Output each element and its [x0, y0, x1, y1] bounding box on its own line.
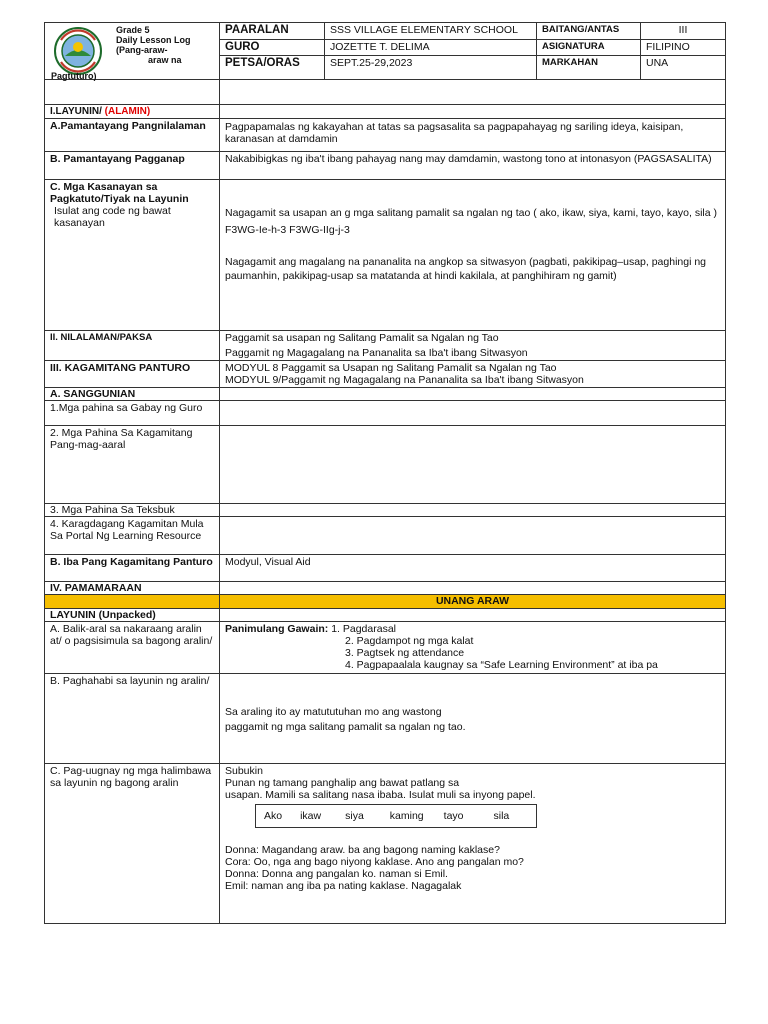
balik-aral-value-cell — [220, 622, 726, 674]
guro-label: GURO — [220, 40, 325, 56]
kasanayan-code: F3WG-Ie-h-3 F3WG-IIg-j-3 — [225, 224, 350, 236]
kasanayan-label-cell — [45, 180, 220, 331]
lesson-log-document — [44, 22, 725, 924]
kagamitan-label: III. KAGAMITANG PANTURO — [45, 361, 220, 388]
word-bank-item: siya — [345, 810, 364, 822]
pamamaraan-value — [220, 582, 726, 595]
subukin-title: Subukin — [225, 765, 263, 777]
pamamaraan-label: IV. PAMAMARAAN — [45, 582, 220, 595]
layunin-label-text: I.LAYUNIN/ — [50, 106, 105, 117]
nilalaman-label: II. NILALAMAN/PAKSA — [45, 331, 220, 361]
baitang-label: BAITANG/ANTAS — [537, 23, 641, 40]
lesson-log-table — [44, 22, 726, 924]
pag-uugnay-value-cell — [220, 764, 726, 924]
kasanayan-sub: Isulat ang code ng bawat kasanayan — [54, 205, 171, 229]
kasanayan-value1: Nagagamit sa usapan an g mga salitang pamalit sa ngalan ng tao ( ako, ikaw, siya, kami, tayo, kayo, sila ) — [225, 207, 718, 219]
iba-pang-label: B. Iba Pang Kagamitang Panturo — [45, 555, 220, 582]
petsa-label: PETSA/ORAS — [220, 56, 325, 80]
karagdagang-value — [220, 517, 726, 555]
layunin-unpacked-value — [220, 609, 726, 622]
iba-pang-value: Modyul, Visual Aid — [220, 555, 726, 582]
dll-title-line1: Daily Lesson Log — [116, 35, 191, 45]
pag-uugnay-label: C. Pag-uugnay ng mga halimbawa sa layunin ng bagong aralin — [45, 764, 220, 924]
pamantayang-pangnilalaman-label: A.Pamantayang Pangnilalaman — [45, 119, 220, 152]
dll-title-line2: (Pang-araw- — [116, 45, 168, 55]
nilalaman-value1: Paggamit sa usapan ng Salitang Pamalit sa Ngalan ng Tao — [225, 332, 499, 344]
blank-label-cell — [45, 80, 220, 105]
gabay-label: 1.Mga pahina sa Gabay ng Guro — [45, 401, 220, 426]
pamantayang-pagganap-label: B. Pamantayang Pagganap — [45, 152, 220, 180]
blank-value-cell — [220, 80, 726, 105]
layunin-value — [220, 105, 726, 119]
word-bank-item: tayo — [443, 810, 464, 822]
subukin-instruction-1: Punan ng tamang panghalip ang bawat patlang sa — [225, 777, 460, 789]
petsa-value: SEPT.25-29,2023 — [325, 56, 537, 80]
gabay-value — [220, 401, 726, 426]
nilalaman-value2: Paggamit ng Magagalang na Pananalita sa Iba't ibang Sitwasyon — [225, 347, 528, 359]
pamantayang-pagganap-value: Nakabibigkas ng iba't ibang pahayag nang may damdamin, wastong tono at intonasyon (PAGSASALITA) — [220, 152, 726, 180]
kagamitang-pang-mag-aaral-value — [220, 426, 726, 504]
baitang-value: III — [641, 23, 726, 40]
alamin-text: (ALAMIN) — [104, 106, 151, 117]
kasanayan-value2: Nagagamit ang magalang na pananalita na angkop sa sitwasyon (pagbati, pakikipag–usap, paghingi ng paumanhin, pakikipag-usap sa matatanda at hindi kakilala, at panghihiram ng gamit) — [225, 256, 707, 282]
panimula-item-4: 4. Pagpapaalala kaugnay sa “Safe Learning Environment” at iba pa — [345, 659, 658, 671]
sanggunian-value — [220, 388, 726, 401]
unang-araw-header: UNANG ARAW — [220, 595, 726, 609]
dialogue-line: Donna: Donna ang pangalan ko. naman si Emil. — [225, 868, 448, 880]
paaralan-label: PAARALAN — [220, 23, 325, 40]
guro-value: JOZETTE T. DELIMA — [325, 40, 537, 56]
markahan-value: UNA — [641, 56, 726, 80]
markahan-label: MARKAHAN — [537, 56, 641, 80]
dll-title-line4: Pagtuturo) — [51, 71, 97, 81]
asignatura-value: FILIPINO — [641, 40, 726, 56]
teksbuk-label: 3. Mga Pahina Sa Teksbuk — [45, 504, 220, 517]
dialogue-line: Cora: Oo, nga ang bago niyong kaklase. Ano ang pangalan mo? — [225, 856, 524, 868]
teksbuk-value — [220, 504, 726, 517]
header-logo-cell — [45, 23, 220, 80]
kagamitan-value2: MODYUL 9/Paggamit ng Magagalang na Pananalita sa Iba't ibang Sitwasyon — [225, 374, 584, 386]
word-bank-item: sila — [493, 810, 510, 822]
unang-araw-left — [45, 595, 220, 609]
dll-title-line3: araw na — [148, 55, 182, 65]
asignatura-label: ASIGNATURA — [537, 40, 641, 56]
layunin-label — [45, 105, 220, 119]
layunin-unpacked-label: LAYUNIN (Unpacked) — [45, 609, 220, 622]
karagdagang-label: 4. Karagdagang Kagamitan Mula Sa Portal Ng Learning Resource — [45, 517, 220, 555]
word-bank-item: ikaw — [300, 810, 322, 822]
nilalaman-value-cell — [220, 331, 726, 361]
panimula-item-1: 1. Pagdarasal — [328, 623, 396, 635]
sanggunian-label: A. SANGGUNIAN — [45, 388, 220, 401]
pamantayang-pangnilalaman-value: Pagpapamalas ng kakayahan at tatas sa pagsasalita sa pagpapahayag ng sariling ideya, kaisipan, karanasan at damdamin — [220, 119, 726, 152]
paghahabi-value2: paggamit ng mga salitang pamalit sa ngalan ng tao. — [225, 721, 466, 733]
kasanayan-label: C. Mga Kasanayan sa Pagkatuto/Tiyak na Layunin — [50, 181, 189, 205]
word-bank-item: kaming — [389, 810, 424, 822]
dialogue-line: Emil: naman ang iba pa nating kaklase. Nagagalak — [225, 880, 462, 892]
kagamitan-value-cell — [220, 361, 726, 388]
paghahabi-value1: Sa araling ito ay matututuhan mo ang wastong — [225, 706, 442, 718]
kagamitan-value1: MODYUL 8 Paggamit sa Usapan ng Salitang Pamalit sa Ngalan ng Tao — [225, 362, 557, 374]
panimula-item-3: 3. Pagtsek ng attendance — [345, 647, 465, 659]
panimulang-label: Panimulang Gawain: — [225, 623, 329, 635]
panimula-item-2: 2. Pagdampot ng mga kalat — [345, 635, 474, 647]
kagamitang-pang-mag-aaral-label: 2. Mga Pahina Sa Kagamitang Pang-mag-aaral — [45, 426, 220, 504]
word-bank-item: Ako — [264, 810, 283, 822]
balik-aral-label: A. Balik-aral sa nakaraang aralin at/ o pagsisimula sa bagong aralin/ — [45, 622, 220, 674]
dialogue-line: Donna: Magandang araw. ba ang bagong naming kaklase? — [225, 844, 500, 856]
word-bank-box — [255, 804, 537, 828]
kasanayan-value-cell — [220, 180, 726, 331]
paghahabi-value-cell — [220, 674, 726, 764]
paaralan-value: SSS VILLAGE ELEMENTARY SCHOOL — [325, 23, 537, 40]
paghahabi-label: B. Paghahabi sa layunin ng aralin/ — [45, 674, 220, 764]
grade-text: Grade 5 — [116, 25, 150, 35]
subukin-instruction-2: usapan. Mamili sa salitang nasa ibaba. Isulat muli sa inyong papel. — [225, 789, 536, 801]
